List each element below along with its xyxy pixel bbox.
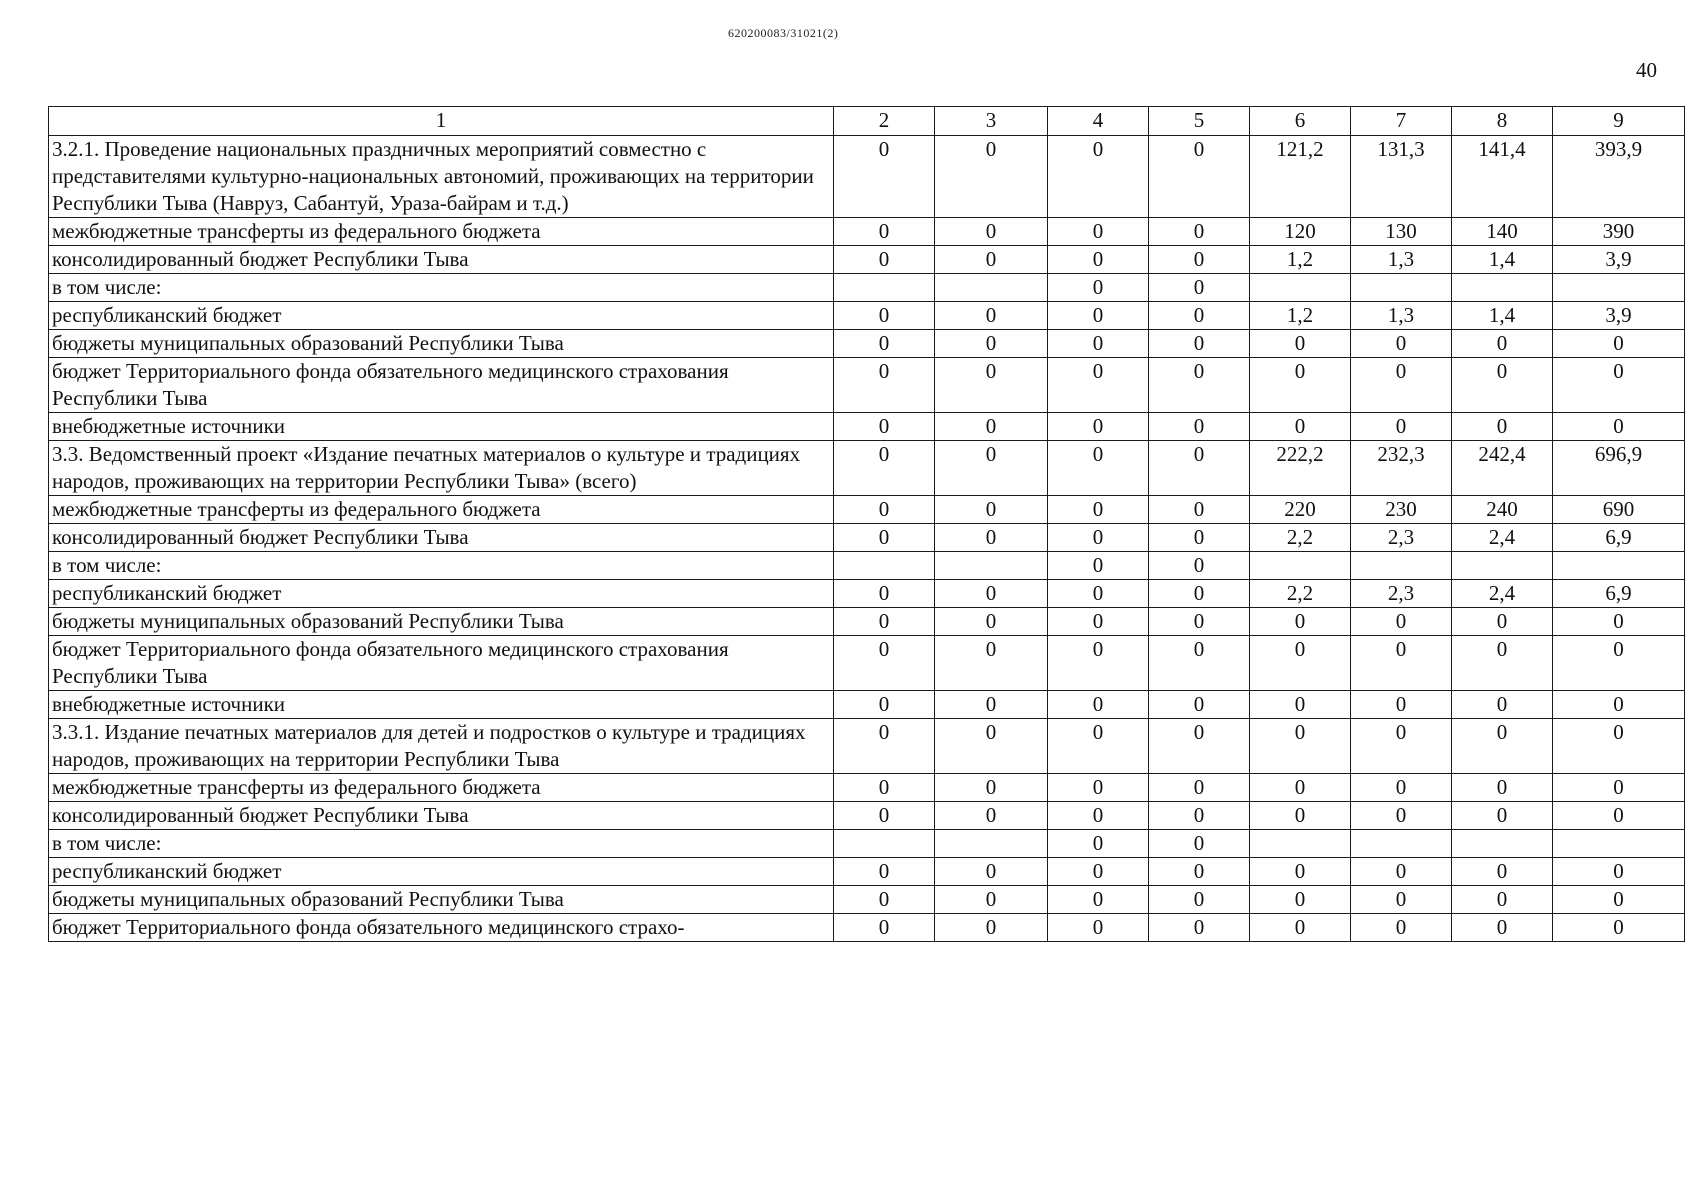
value-cell-col-9	[1553, 830, 1685, 858]
value-cell-col-6: 1,2	[1250, 246, 1351, 274]
value-cell-col-4: 0	[1048, 719, 1149, 774]
value-cell-col-5: 0	[1149, 552, 1250, 580]
value-cell-col-5: 0	[1149, 330, 1250, 358]
table-row	[49, 719, 1685, 774]
row-label: межбюджетные трансферты из федерального бюджета	[49, 774, 834, 802]
value-cell-col-9: 696,9	[1553, 441, 1685, 496]
value-cell-col-3: 0	[935, 802, 1048, 830]
value-cell-col-9: 0	[1553, 636, 1685, 691]
value-cell-col-7	[1351, 274, 1452, 302]
row-label: 3.3. Ведомственный проект «Издание печатных материалов о культуре и традициях народов, проживающих на территории Республики Тыва» (всего)	[49, 441, 834, 496]
value-cell-col-7: 0	[1351, 886, 1452, 914]
value-cell-col-5: 0	[1149, 691, 1250, 719]
value-cell-col-3: 0	[935, 136, 1048, 218]
value-cell-col-6	[1250, 552, 1351, 580]
value-cell-col-4: 0	[1048, 302, 1149, 330]
value-cell-col-6: 0	[1250, 774, 1351, 802]
column-header-7: 7	[1351, 107, 1452, 136]
value-cell-col-6	[1250, 830, 1351, 858]
value-cell-col-7: 130	[1351, 218, 1452, 246]
value-cell-col-3: 0	[935, 413, 1048, 441]
value-cell-col-2: 0	[834, 774, 935, 802]
value-cell-col-7: 1,3	[1351, 302, 1452, 330]
value-cell-col-3: 0	[935, 608, 1048, 636]
value-cell-col-3: 0	[935, 774, 1048, 802]
value-cell-col-8: 0	[1452, 858, 1553, 886]
table-row	[49, 914, 1685, 942]
value-cell-col-5: 0	[1149, 774, 1250, 802]
value-cell-col-3: 0	[935, 496, 1048, 524]
value-cell-col-8: 0	[1452, 330, 1553, 358]
column-header-1: 1	[49, 107, 834, 136]
value-cell-col-2: 0	[834, 330, 935, 358]
row-label: 3.3.1. Издание печатных материалов для детей и подростков о культуре и традициях народов, проживающих на территории Республики Тыва	[49, 719, 834, 774]
value-cell-col-8: 0	[1452, 914, 1553, 942]
value-cell-col-2	[834, 830, 935, 858]
value-cell-col-9: 6,9	[1553, 580, 1685, 608]
column-header-9: 9	[1553, 107, 1685, 136]
value-cell-col-3: 0	[935, 691, 1048, 719]
value-cell-col-9: 0	[1553, 608, 1685, 636]
value-cell-col-9: 6,9	[1553, 524, 1685, 552]
value-cell-col-7: 0	[1351, 719, 1452, 774]
table-row	[49, 136, 1685, 218]
value-cell-col-4: 0	[1048, 496, 1149, 524]
value-cell-col-6: 2,2	[1250, 580, 1351, 608]
value-cell-col-3: 0	[935, 302, 1048, 330]
value-cell-col-8: 0	[1452, 608, 1553, 636]
value-cell-col-2: 0	[834, 441, 935, 496]
column-header-5: 5	[1149, 107, 1250, 136]
value-cell-col-2: 0	[834, 302, 935, 330]
value-cell-col-3: 0	[935, 524, 1048, 552]
value-cell-col-6	[1250, 274, 1351, 302]
value-cell-col-5: 0	[1149, 136, 1250, 218]
row-label: консолидированный бюджет Республики Тыва	[49, 802, 834, 830]
value-cell-col-6: 0	[1250, 914, 1351, 942]
value-cell-col-9: 0	[1553, 691, 1685, 719]
table-row	[49, 274, 1685, 302]
value-cell-col-7: 0	[1351, 802, 1452, 830]
row-label: 3.2.1. Проведение национальных праздничных мероприятий совместно с представителями культурно-национальных автономий, проживающих на территории Республики Тыва (Навруз, Сабантуй, Ураза-байрам и т.д.)	[49, 136, 834, 218]
column-header-8: 8	[1452, 107, 1553, 136]
value-cell-col-8: 0	[1452, 636, 1553, 691]
value-cell-col-8	[1452, 552, 1553, 580]
table-row	[49, 636, 1685, 691]
value-cell-col-6: 2,2	[1250, 524, 1351, 552]
value-cell-col-6: 0	[1250, 413, 1351, 441]
value-cell-col-9: 0	[1553, 330, 1685, 358]
value-cell-col-2: 0	[834, 719, 935, 774]
row-label: консолидированный бюджет Республики Тыва	[49, 524, 834, 552]
value-cell-col-8: 141,4	[1452, 136, 1553, 218]
value-cell-col-7	[1351, 830, 1452, 858]
value-cell-col-7: 131,3	[1351, 136, 1452, 218]
value-cell-col-4: 0	[1048, 914, 1149, 942]
value-cell-col-9: 0	[1553, 413, 1685, 441]
table-row	[49, 802, 1685, 830]
table-row	[49, 830, 1685, 858]
value-cell-col-2: 0	[834, 413, 935, 441]
value-cell-col-3: 0	[935, 719, 1048, 774]
value-cell-col-2: 0	[834, 524, 935, 552]
value-cell-col-9: 0	[1553, 858, 1685, 886]
column-header-3: 3	[935, 107, 1048, 136]
column-header-4: 4	[1048, 107, 1149, 136]
value-cell-col-4: 0	[1048, 413, 1149, 441]
value-cell-col-9: 0	[1553, 358, 1685, 413]
value-cell-col-4: 0	[1048, 274, 1149, 302]
table-row	[49, 218, 1685, 246]
value-cell-col-6: 0	[1250, 886, 1351, 914]
value-cell-col-3: 0	[935, 358, 1048, 413]
value-cell-col-4: 0	[1048, 774, 1149, 802]
value-cell-col-7: 0	[1351, 774, 1452, 802]
value-cell-col-4: 0	[1048, 524, 1149, 552]
value-cell-col-2: 0	[834, 802, 935, 830]
table-row	[49, 330, 1685, 358]
row-label: внебюджетные источники	[49, 413, 834, 441]
value-cell-col-4: 0	[1048, 136, 1149, 218]
value-cell-col-8: 0	[1452, 719, 1553, 774]
row-label: межбюджетные трансферты из федерального бюджета	[49, 218, 834, 246]
value-cell-col-9: 3,9	[1553, 302, 1685, 330]
value-cell-col-5: 0	[1149, 358, 1250, 413]
value-cell-col-2: 0	[834, 218, 935, 246]
value-cell-col-7: 0	[1351, 330, 1452, 358]
value-cell-col-9: 0	[1553, 774, 1685, 802]
value-cell-col-7: 1,3	[1351, 246, 1452, 274]
page-number: 40	[1636, 58, 1657, 82]
value-cell-col-5: 0	[1149, 580, 1250, 608]
value-cell-col-4: 0	[1048, 441, 1149, 496]
value-cell-col-5: 0	[1149, 802, 1250, 830]
value-cell-col-6: 0	[1250, 358, 1351, 413]
value-cell-col-3	[935, 552, 1048, 580]
value-cell-col-6: 0	[1250, 802, 1351, 830]
table-row	[49, 608, 1685, 636]
value-cell-col-6: 0	[1250, 691, 1351, 719]
table-row	[49, 552, 1685, 580]
value-cell-col-8: 0	[1452, 886, 1553, 914]
row-label: республиканский бюджет	[49, 302, 834, 330]
value-cell-col-2: 0	[834, 691, 935, 719]
value-cell-col-6: 0	[1250, 719, 1351, 774]
value-cell-col-3: 0	[935, 246, 1048, 274]
value-cell-col-4: 0	[1048, 858, 1149, 886]
value-cell-col-2: 0	[834, 580, 935, 608]
value-cell-col-2	[834, 552, 935, 580]
row-label: бюджет Территориального фонда обязательного медицинского страхо-	[49, 914, 834, 942]
value-cell-col-7: 0	[1351, 691, 1452, 719]
value-cell-col-3: 0	[935, 914, 1048, 942]
value-cell-col-5: 0	[1149, 441, 1250, 496]
value-cell-col-3: 0	[935, 330, 1048, 358]
value-cell-col-5: 0	[1149, 274, 1250, 302]
row-label: бюджет Территориального фонда обязательного медицинского страхования Республики Тыва	[49, 636, 834, 691]
value-cell-col-9: 0	[1553, 719, 1685, 774]
table-row	[49, 496, 1685, 524]
value-cell-col-2: 0	[834, 914, 935, 942]
row-label: бюджеты муниципальных образований Республики Тыва	[49, 886, 834, 914]
value-cell-col-2: 0	[834, 608, 935, 636]
value-cell-col-9: 0	[1553, 914, 1685, 942]
value-cell-col-7: 0	[1351, 413, 1452, 441]
value-cell-col-4: 0	[1048, 691, 1149, 719]
value-cell-col-5: 0	[1149, 218, 1250, 246]
value-cell-col-4: 0	[1048, 580, 1149, 608]
value-cell-col-6: 120	[1250, 218, 1351, 246]
value-cell-col-6: 121,2	[1250, 136, 1351, 218]
value-cell-col-8: 140	[1452, 218, 1553, 246]
value-cell-col-8: 240	[1452, 496, 1553, 524]
table-row	[49, 691, 1685, 719]
value-cell-col-8: 2,4	[1452, 580, 1553, 608]
value-cell-col-4: 0	[1048, 246, 1149, 274]
value-cell-col-3: 0	[935, 218, 1048, 246]
table-row	[49, 413, 1685, 441]
row-label: в том числе:	[49, 274, 834, 302]
value-cell-col-2	[834, 274, 935, 302]
value-cell-col-5: 0	[1149, 413, 1250, 441]
table-row	[49, 302, 1685, 330]
table-row	[49, 886, 1685, 914]
value-cell-col-8: 0	[1452, 691, 1553, 719]
value-cell-col-7	[1351, 552, 1452, 580]
row-label: бюджет Территориального фонда обязательного медицинского страхования Республики Тыва	[49, 358, 834, 413]
value-cell-col-6: 0	[1250, 608, 1351, 636]
table-row	[49, 524, 1685, 552]
value-cell-col-8: 1,4	[1452, 246, 1553, 274]
value-cell-col-4: 0	[1048, 608, 1149, 636]
value-cell-col-3: 0	[935, 580, 1048, 608]
column-header-6: 6	[1250, 107, 1351, 136]
budget-table	[48, 106, 1685, 942]
value-cell-col-6: 0	[1250, 636, 1351, 691]
value-cell-col-4: 0	[1048, 886, 1149, 914]
table-row	[49, 441, 1685, 496]
value-cell-col-3	[935, 830, 1048, 858]
row-label: бюджеты муниципальных образований Республики Тыва	[49, 330, 834, 358]
value-cell-col-5: 0	[1149, 496, 1250, 524]
value-cell-col-8	[1452, 274, 1553, 302]
value-cell-col-5: 0	[1149, 302, 1250, 330]
value-cell-col-6: 220	[1250, 496, 1351, 524]
value-cell-col-9: 0	[1553, 886, 1685, 914]
row-label: консолидированный бюджет Республики Тыва	[49, 246, 834, 274]
value-cell-col-7: 0	[1351, 858, 1452, 886]
value-cell-col-4: 0	[1048, 636, 1149, 691]
value-cell-col-9: 390	[1553, 218, 1685, 246]
value-cell-col-3: 0	[935, 886, 1048, 914]
value-cell-col-3: 0	[935, 636, 1048, 691]
value-cell-col-8	[1452, 830, 1553, 858]
value-cell-col-8: 0	[1452, 774, 1553, 802]
value-cell-col-2: 0	[834, 858, 935, 886]
value-cell-col-9	[1553, 274, 1685, 302]
table-row	[49, 774, 1685, 802]
value-cell-col-8: 1,4	[1452, 302, 1553, 330]
table-body	[49, 136, 1685, 942]
value-cell-col-2: 0	[834, 886, 935, 914]
document-code: 620200083/31021(2)	[728, 26, 839, 40]
value-cell-col-7: 230	[1351, 496, 1452, 524]
value-cell-col-5: 0	[1149, 830, 1250, 858]
value-cell-col-9: 3,9	[1553, 246, 1685, 274]
value-cell-col-3: 0	[935, 858, 1048, 886]
value-cell-col-8: 2,4	[1452, 524, 1553, 552]
value-cell-col-7: 0	[1351, 636, 1452, 691]
value-cell-col-9	[1553, 552, 1685, 580]
row-label: межбюджетные трансферты из федерального бюджета	[49, 496, 834, 524]
value-cell-col-7: 2,3	[1351, 580, 1452, 608]
value-cell-col-7: 0	[1351, 358, 1452, 413]
value-cell-col-9: 690	[1553, 496, 1685, 524]
value-cell-col-3	[935, 274, 1048, 302]
value-cell-col-6: 0	[1250, 858, 1351, 886]
table-row	[49, 358, 1685, 413]
table-header	[49, 107, 1685, 136]
value-cell-col-4: 0	[1048, 802, 1149, 830]
value-cell-col-7: 232,3	[1351, 441, 1452, 496]
value-cell-col-6: 0	[1250, 330, 1351, 358]
value-cell-col-7: 0	[1351, 608, 1452, 636]
column-header-2: 2	[834, 107, 935, 136]
value-cell-col-2: 0	[834, 496, 935, 524]
value-cell-col-8: 0	[1452, 802, 1553, 830]
value-cell-col-9: 393,9	[1553, 136, 1685, 218]
value-cell-col-4: 0	[1048, 358, 1149, 413]
value-cell-col-5: 0	[1149, 886, 1250, 914]
value-cell-col-7: 0	[1351, 914, 1452, 942]
value-cell-col-4: 0	[1048, 330, 1149, 358]
row-label: в том числе:	[49, 552, 834, 580]
row-label: в том числе:	[49, 830, 834, 858]
value-cell-col-8: 0	[1452, 358, 1553, 413]
value-cell-col-5: 0	[1149, 719, 1250, 774]
row-label: бюджеты муниципальных образований Республики Тыва	[49, 608, 834, 636]
row-label: республиканский бюджет	[49, 580, 834, 608]
header-row	[49, 107, 1685, 136]
table-row	[49, 246, 1685, 274]
value-cell-col-7: 2,3	[1351, 524, 1452, 552]
value-cell-col-6: 222,2	[1250, 441, 1351, 496]
value-cell-col-4: 0	[1048, 830, 1149, 858]
value-cell-col-5: 0	[1149, 608, 1250, 636]
value-cell-col-5: 0	[1149, 914, 1250, 942]
table-row	[49, 858, 1685, 886]
value-cell-col-5: 0	[1149, 524, 1250, 552]
value-cell-col-2: 0	[834, 246, 935, 274]
value-cell-col-2: 0	[834, 636, 935, 691]
value-cell-col-4: 0	[1048, 552, 1149, 580]
row-label: внебюджетные источники	[49, 691, 834, 719]
value-cell-col-8: 242,4	[1452, 441, 1553, 496]
value-cell-col-2: 0	[834, 136, 935, 218]
value-cell-col-5: 0	[1149, 858, 1250, 886]
value-cell-col-9: 0	[1553, 802, 1685, 830]
row-label: республиканский бюджет	[49, 858, 834, 886]
table-row	[49, 580, 1685, 608]
value-cell-col-3: 0	[935, 441, 1048, 496]
value-cell-col-5: 0	[1149, 636, 1250, 691]
value-cell-col-4: 0	[1048, 218, 1149, 246]
value-cell-col-8: 0	[1452, 413, 1553, 441]
value-cell-col-5: 0	[1149, 246, 1250, 274]
value-cell-col-6: 1,2	[1250, 302, 1351, 330]
value-cell-col-2: 0	[834, 358, 935, 413]
